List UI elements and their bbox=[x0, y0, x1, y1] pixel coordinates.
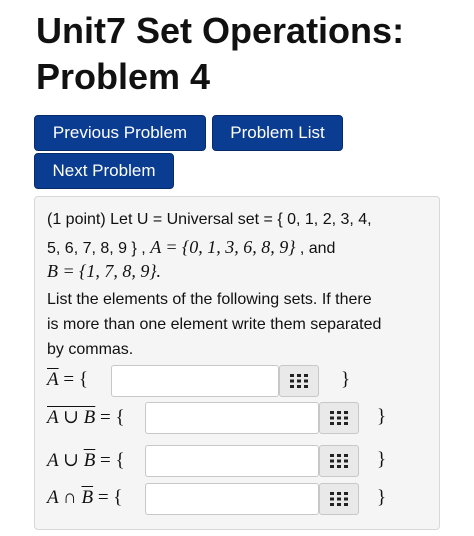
instruction-line-3: by commas. bbox=[47, 341, 134, 358]
open-brace: = { bbox=[63, 369, 88, 390]
set-b-definition: B = {1, 7, 8, 9}. bbox=[47, 261, 162, 281]
complement-b: $\overline{B}$ bbox=[83, 450, 96, 471]
set-expression: A ∩ $\overline{B}$ bbox=[47, 487, 94, 508]
problem-line-2 bbox=[47, 237, 335, 258]
keypad-grid-icon bbox=[330, 454, 348, 468]
answer-label-a-complement bbox=[47, 369, 88, 391]
close-brace: } bbox=[377, 406, 387, 427]
problem-list-button[interactable]: Problem List bbox=[212, 115, 343, 151]
keypad-grid-icon bbox=[330, 411, 348, 425]
set-a-definition: A = {0, 1, 3, 6, 8, 9} bbox=[150, 237, 296, 257]
previous-problem-button[interactable]: Previous Problem bbox=[34, 115, 206, 151]
open-brace: = { bbox=[100, 450, 125, 471]
instruction-line-2: is more than one element write them separated bbox=[47, 316, 382, 333]
set-expression: A ∪ B bbox=[47, 407, 96, 428]
open-brace: = { bbox=[97, 487, 123, 508]
equation-editor-button[interactable] bbox=[279, 365, 319, 397]
close-brace: } bbox=[377, 449, 387, 470]
problem-line-1: (1 point) Let U = Universal set = { 0, 1, 2, 3, 4, bbox=[47, 211, 372, 228]
equation-editor-button[interactable] bbox=[319, 483, 359, 515]
set-expression: $\overline{A}$ bbox=[47, 369, 59, 390]
close-brace: } bbox=[377, 487, 387, 508]
keypad-grid-icon bbox=[330, 492, 348, 506]
answer-input-a-union-b-complement[interactable] bbox=[145, 445, 319, 477]
answer-label-a-intersect-b-complement bbox=[47, 487, 122, 509]
answer-input-a-complement[interactable] bbox=[111, 365, 279, 397]
instruction-line-1: List the elements of the following sets. If there bbox=[47, 291, 372, 308]
complement-b: $\overline{B}$ bbox=[81, 487, 94, 508]
set-expression: A ∪ $\overline{B}$ bbox=[47, 450, 96, 471]
answer-input-union-complement[interactable] bbox=[145, 402, 319, 434]
answer-input-a-intersect-b-complement[interactable] bbox=[145, 483, 319, 515]
universal-set-continued: 5, 6, 7, 8, 9 } , bbox=[47, 240, 146, 257]
next-problem-button[interactable]: Next Problem bbox=[34, 153, 174, 189]
equation-editor-button[interactable] bbox=[319, 445, 359, 477]
page-title: Unit7 Set Operations: Problem 4 bbox=[36, 10, 405, 97]
answer-row-union-complement bbox=[47, 400, 437, 436]
answer-row-a-complement bbox=[47, 363, 437, 399]
close-brace: } bbox=[341, 369, 351, 390]
answer-row-a-intersect-b-complement bbox=[47, 481, 437, 517]
problem-statement-box bbox=[34, 196, 440, 530]
equation-editor-button[interactable] bbox=[319, 402, 359, 434]
keypad-grid-icon bbox=[290, 374, 308, 388]
and-connector: , and bbox=[299, 240, 336, 257]
answer-label-union-complement bbox=[47, 406, 125, 429]
answer-label-a-union-b-complement bbox=[47, 449, 125, 472]
answer-row-a-union-b-complement bbox=[47, 443, 437, 479]
open-brace: = { bbox=[100, 407, 125, 428]
